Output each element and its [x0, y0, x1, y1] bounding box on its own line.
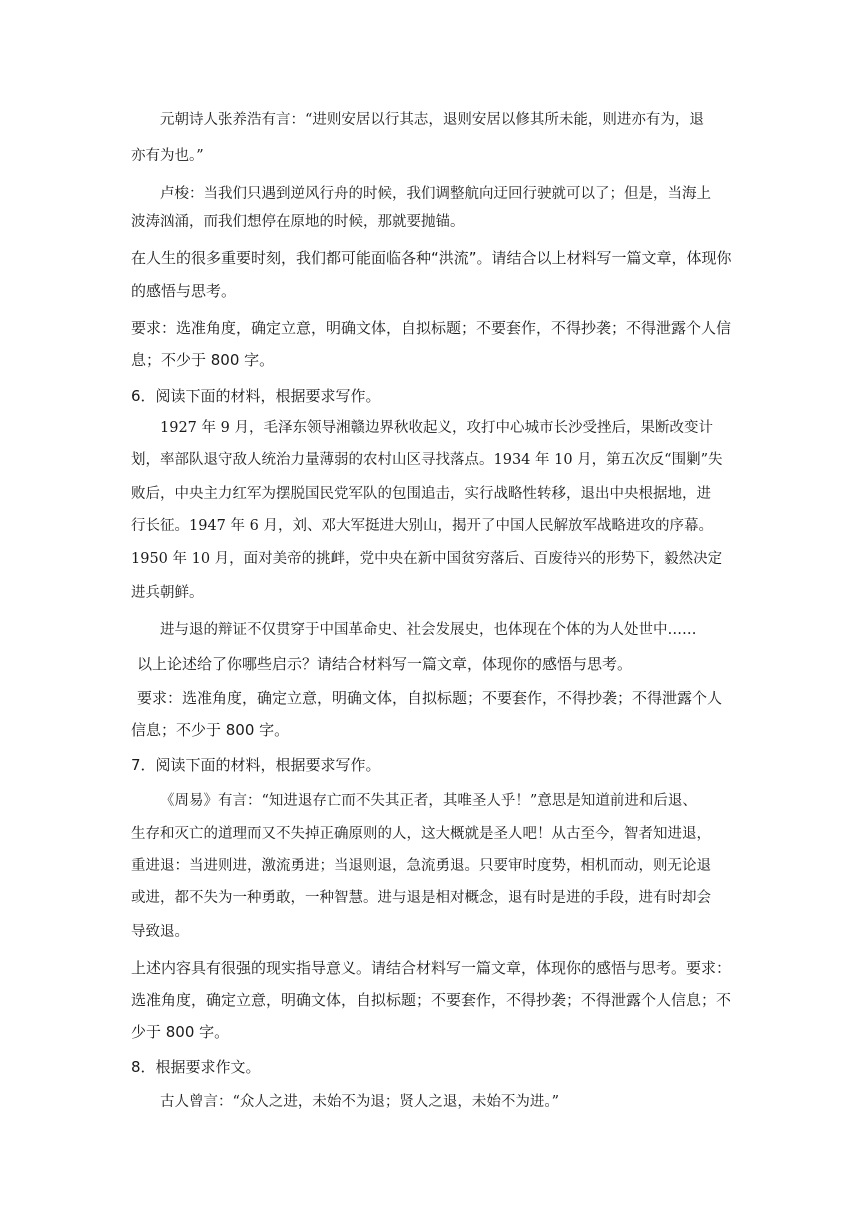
text-line: 元朝诗人张养浩有言：“进则安居以行其志，退则安居以修其所未能，则进亦有为，退: [160, 112, 704, 128]
text-line: 亦有为也。”: [131, 148, 204, 164]
text-line: 进兵朝鲜。: [131, 585, 204, 601]
text-line: 要求：选准角度，确定立意，明确文体，自拟标题；不要套作，不得抄袭；不得泄露个人信: [131, 319, 732, 337]
text-line: 要求：选准角度，确定立意，明确文体，自拟标题；不要套作，不得抄袭；不得泄露个人: [137, 689, 723, 707]
text-line: 古人曾言：“众人之进，未始不为退；贤人之退，未始不为进。”: [160, 1094, 560, 1110]
text-line: 重进退：当进则进，激流勇进；当退则退，急流勇退。只要审时度势，相机而动，则无论退: [131, 858, 711, 874]
question-heading-8: 8．根据要求作文。: [131, 1058, 261, 1076]
text-line: 《周易》有言：“知进退存亡而不失其正者，其唯圣人乎！”意思是知道前进和后退、: [160, 793, 697, 809]
text-line: 进与退的辩证不仅贯穿于中国革命史、社会发展史，也体现在个体的为人处世中……: [160, 622, 697, 638]
text-line: 或进，都不失为一种勇敢，一种智慧。进与退是相对概念，退有时是进的手段，进有时却会: [131, 890, 711, 906]
text-line: 1950 年 10 月，面对美帝的挑衅，党中央在新中国贫穷落后、百废待兴的形势下，毅然决定: [131, 551, 723, 567]
text-line: 卢梭：当我们只遇到逆风行舟的时候，我们调整航向迂回行驶就可以了；但是，当海上: [160, 186, 711, 202]
text-line: 的感悟与思考。: [131, 282, 237, 300]
text-line: 以上论述给了你哪些启示？请结合材料写一篇文章，体现你的感悟与思考。: [137, 655, 633, 673]
text-line: 导致退。: [131, 924, 189, 940]
text-line: 1927 年 9 月，毛泽东领导湘赣边界秋收起义，攻打中心城市长沙受挫后，果断改变计: [160, 420, 713, 436]
text-line: 划，率部队退守敌人统治力量薄弱的农村山区寻找落点。1934 年 10 月，第五次反“围剿”失: [131, 452, 723, 468]
text-line: 选准角度，确定立意，明确文体，自拟标题；不要套作，不得抄袭；不得泄露个人信息；不: [131, 991, 732, 1009]
text-line: 息；不少于 800 字。: [131, 351, 275, 369]
question-heading-6: 6．阅读下面的材料，根据要求写作。: [131, 387, 381, 405]
text-line: 信息；不少于 800 字。: [131, 721, 290, 739]
text-line: 行长征。1947 年 6 月，刘、邓大军挺进大别山，揭开了中国人民解放军战略进攻的序幕。: [131, 518, 713, 534]
text-line: 少于 800 字。: [131, 1023, 230, 1041]
question-heading-7: 7．阅读下面的材料，根据要求写作。: [131, 756, 381, 774]
text-line: 在人生的很多重要时刻，我们都可能面临各种“洪流”。请结合以上材料写一篇文章，体现你: [131, 249, 732, 267]
text-line: 败后，中央主力红军为摆脱国民党军队的包围追击，实行战略性转移，退出中央根据地，进: [131, 486, 711, 502]
text-line: 生存和灭亡的道理而又不失掉正确原则的人，这大概就是圣人吧！从古至今，智者知进退，: [131, 826, 711, 842]
text-line: 上述内容具有很强的现实指导意义。请结合材料写一篇文章，体现你的感悟与思考。要求：: [131, 959, 732, 977]
text-line: 波涛汹涌，而我们想停在原地的时候，那就要抛锚。: [131, 214, 465, 230]
